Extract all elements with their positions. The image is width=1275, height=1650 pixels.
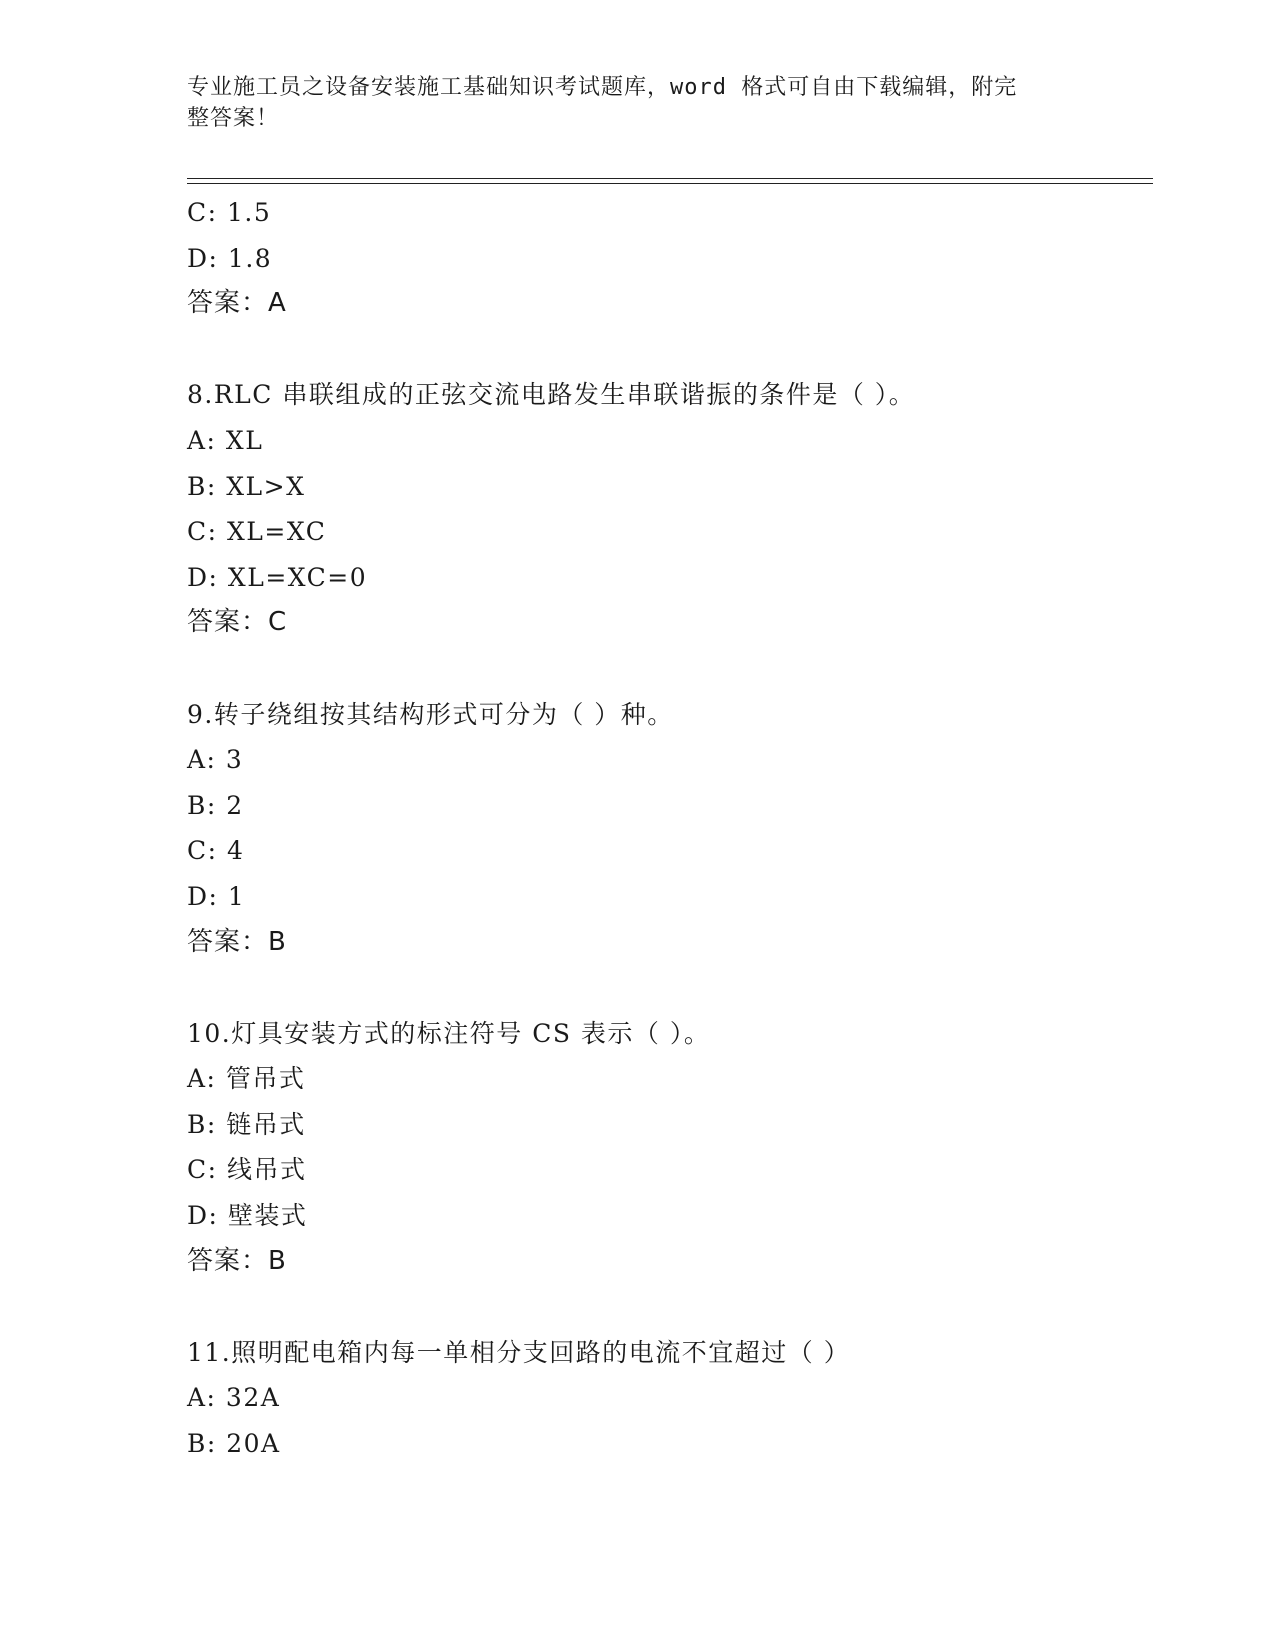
- header-line-2: 整答案！: [187, 106, 280, 131]
- option-a: A: 32A: [187, 1383, 281, 1413]
- option-c: C: 4: [187, 836, 245, 866]
- document-header: [187, 72, 1067, 134]
- answer-label: 答案：C: [187, 607, 288, 638]
- option-d: D: XL=XC=0: [187, 562, 368, 592]
- question-list: [187, 190, 1153, 1467]
- option-a: A: 管吊式: [187, 1064, 306, 1094]
- option-a: A: 3: [187, 745, 244, 775]
- option-b: B: 2: [187, 790, 244, 820]
- option-b: B: 链吊式: [187, 1109, 306, 1139]
- option-b: B: XL>X: [187, 471, 306, 501]
- header-divider-bottom: [187, 183, 1153, 184]
- option-c: C: 线吊式: [187, 1155, 307, 1185]
- answer-label: 答案：B: [187, 926, 287, 957]
- option-d: D: 1.8: [187, 243, 273, 273]
- option-d: D: 1: [187, 881, 246, 911]
- answer-label: 答案：A: [187, 288, 287, 319]
- question-8: 8.RLC 串联组成的正弦交流电路发生串联谐振的条件是（ ）。: [187, 380, 916, 410]
- spacer: [187, 965, 1153, 1011]
- answer-label: 答案：B: [187, 1245, 287, 1276]
- question-9: 9.转子绕组按其结构形式可分为（ ）种。: [187, 699, 674, 729]
- option-c: C: 1.5: [187, 198, 272, 227]
- header-divider-top: [187, 178, 1153, 179]
- spacer: [187, 1284, 1153, 1330]
- option-d: D: 壁装式: [187, 1201, 308, 1231]
- option-b: B: 20A: [187, 1429, 281, 1459]
- option-c: C: XL=XC: [187, 517, 327, 547]
- option-a: A: XL: [187, 425, 264, 455]
- header-line-1: 专业施工员之设备安装施工基础知识考试题库，word 格式可自由下载编辑，附完: [187, 75, 1018, 100]
- question-11: 11.照明配电箱内每一单相分支回路的电流不宜超过（ ）: [187, 1337, 851, 1367]
- spacer: [187, 327, 1153, 373]
- question-10: 10.灯具安装方式的标注符号 CS 表示（ ）。: [187, 1018, 711, 1048]
- spacer: [187, 646, 1153, 692]
